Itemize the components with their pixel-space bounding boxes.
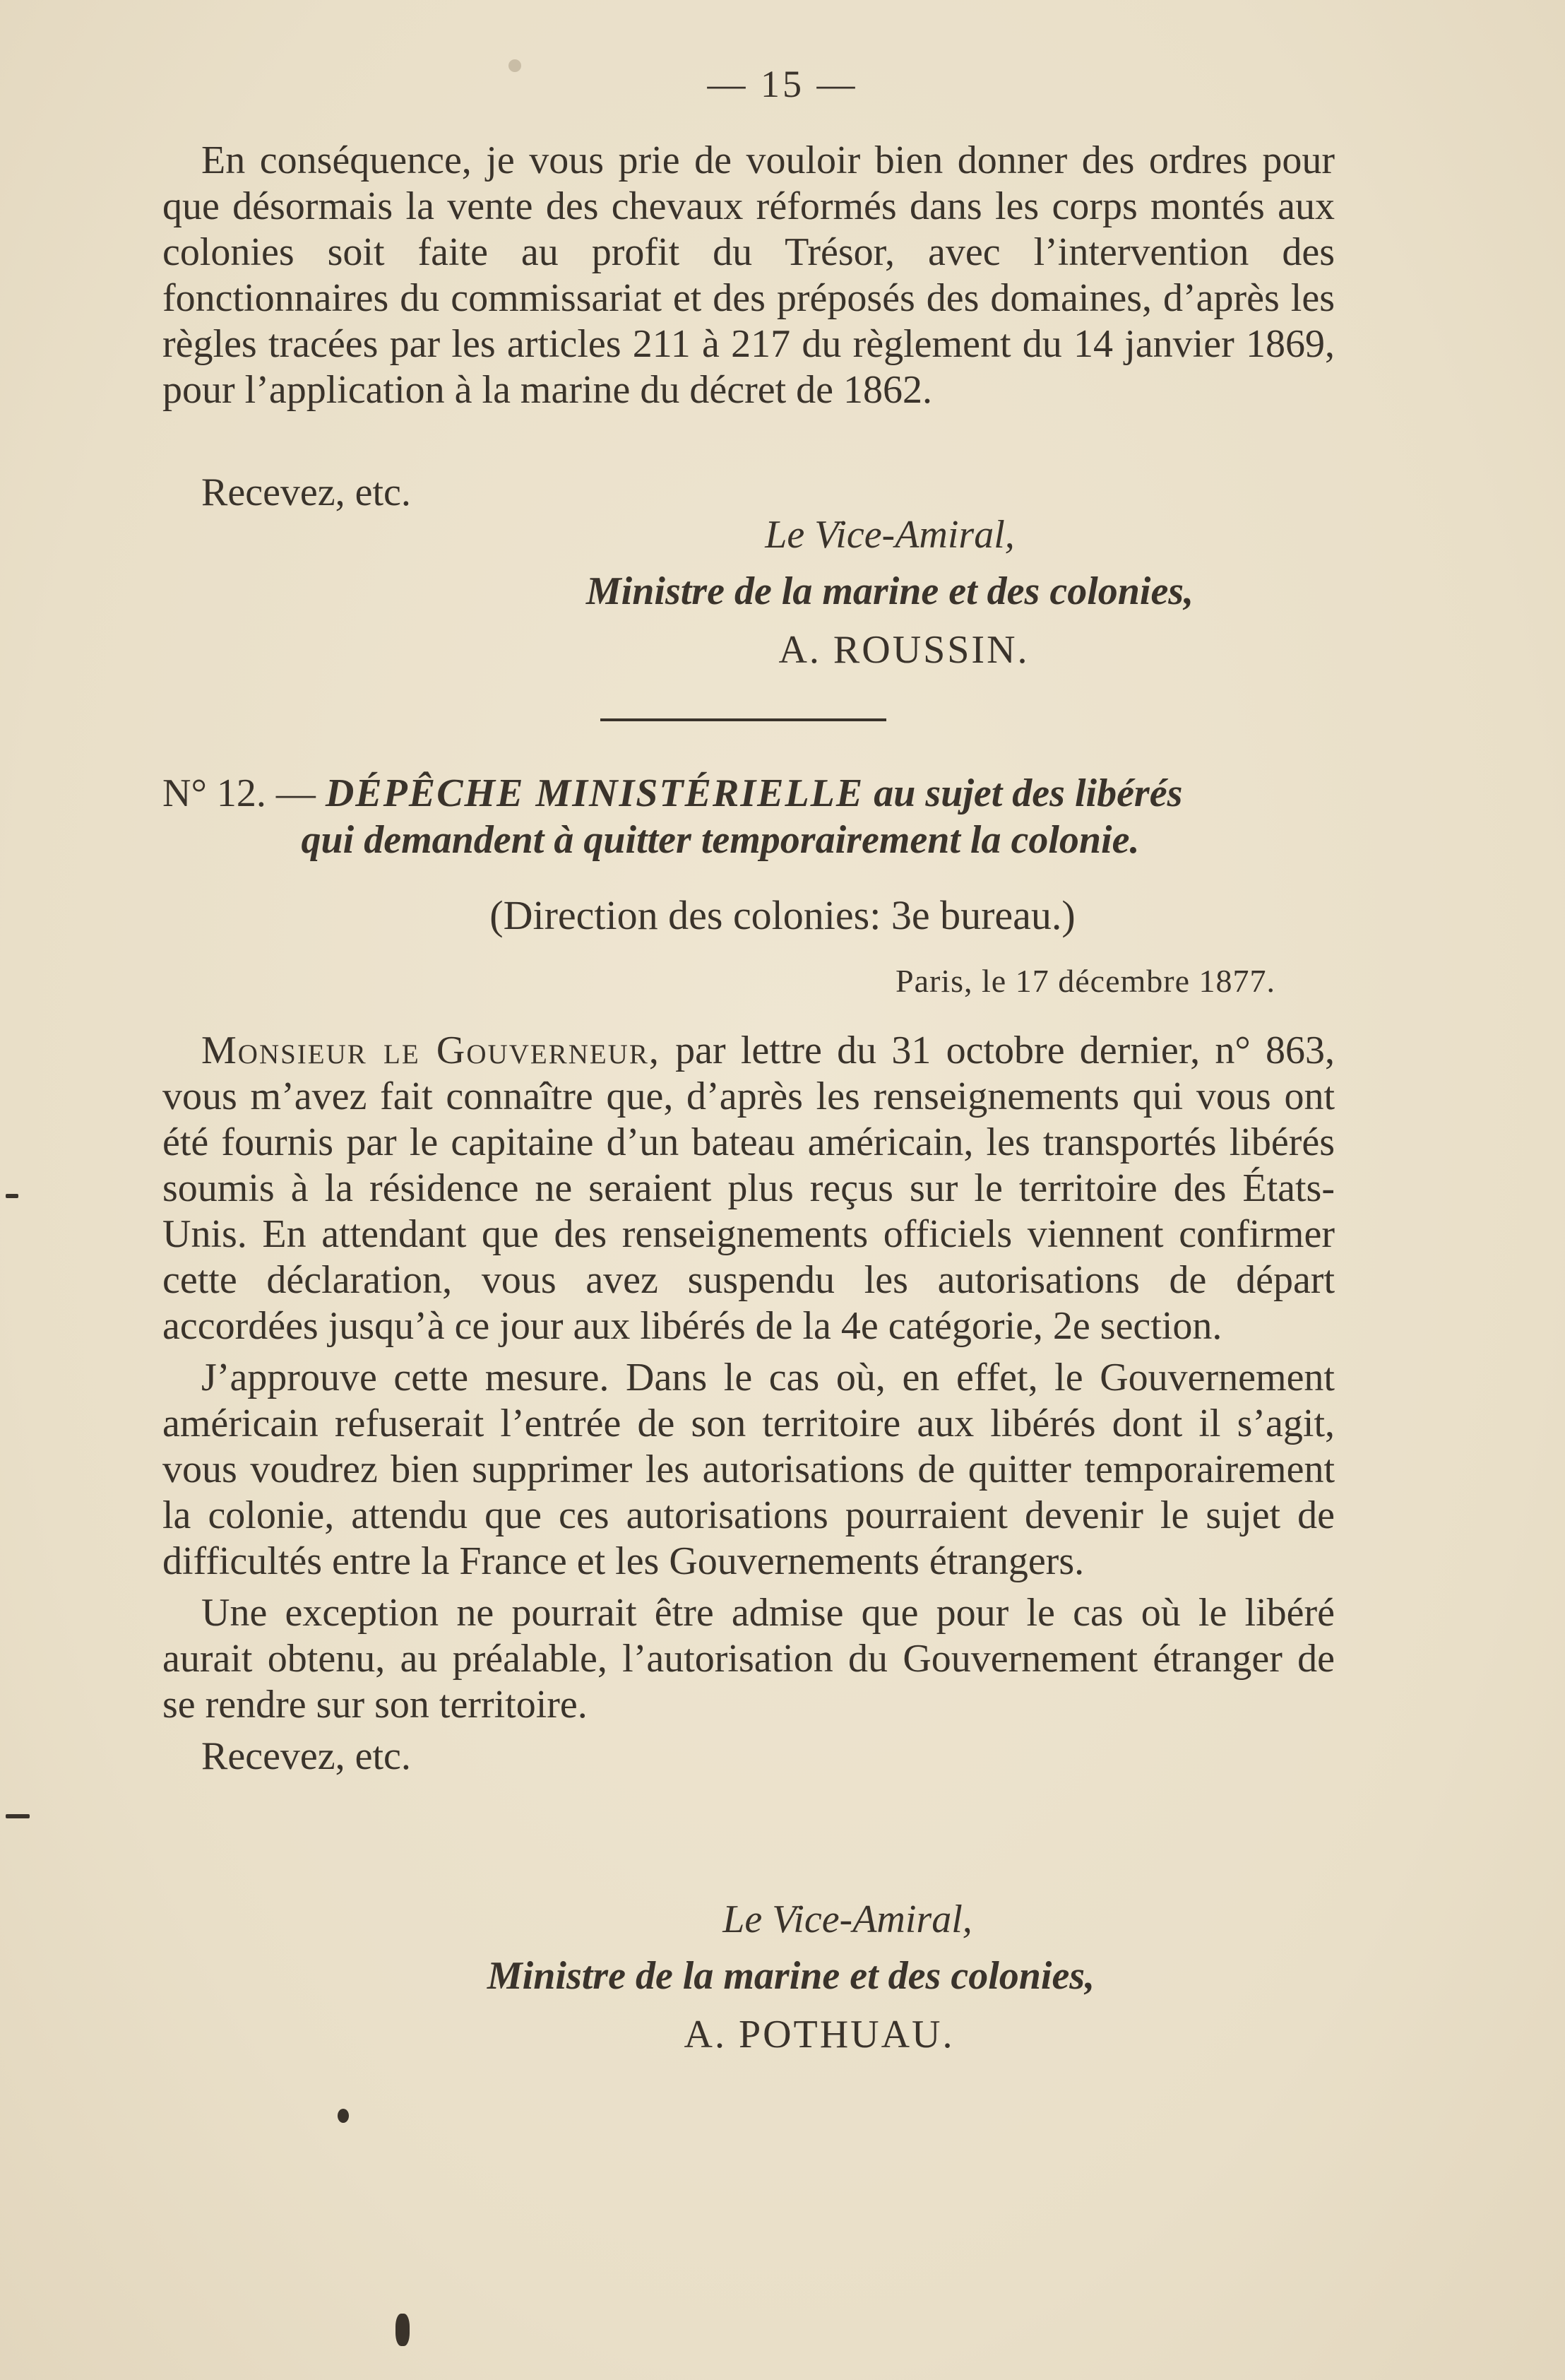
closing-1 <box>162 470 1335 516</box>
signature-1-name: A. ROUSSIN. <box>778 628 1030 672</box>
signature-block-2 <box>395 1897 1243 2080</box>
direction-line: (Direction des colonies: 3e bureau.) <box>489 892 1076 938</box>
signature-2-name: A. POTHUAU. <box>684 2013 955 2056</box>
salutation: Monsieur le Gouverneur, <box>201 1029 660 1072</box>
paragraph-2: J’approuve cette mesure. Dans le cas où, en effet, le Gouvernement américain refuserait l’entrée de son territoire aux libérés dont il s’agit, vous voudrez bien supprimer les autorisations de quitter temporairement la colonie, attendu que ces autorisations pourraient devenir le sujet de difficultés entre la France et les Gouvernements étrangers. <box>162 1356 1335 1583</box>
document-type: DÉPÊCHE MINISTÉRIELLE <box>325 771 864 815</box>
signature-2-role: Ministre de la marine et des colonies, <box>487 1954 1095 1998</box>
recevez-line-2: Recevez, etc. <box>201 1734 411 1778</box>
signature-2-title: Le Vice-Amiral, <box>722 1898 972 1941</box>
intro-block <box>162 138 1335 413</box>
signature-block-1 <box>452 512 1328 696</box>
signature-1-title: Le Vice-Amiral, <box>765 513 1015 557</box>
letter-body <box>162 1028 1335 1780</box>
recevez-line-1: Recevez, etc. <box>201 470 411 514</box>
document-subject-2: qui demandent à quitter temporairement la colonie. <box>301 818 1140 862</box>
section-divider <box>600 718 886 721</box>
document-heading <box>162 770 1335 863</box>
ink-speck <box>395 2314 410 2346</box>
margin-mark <box>6 1194 18 1198</box>
ink-speck <box>338 2109 349 2123</box>
paragraph-1-text: par lettre du 31 octobre dernier, n° 863, vous m’avez fait connaître que, d’après les renseignements qui vous ont été fournis par le capitaine d’un bateau américain, les transportés libérés soumis à la résidence ne seraient plus reçus sur le territoire des États-Unis. En attendant que des renseignements officiels viennent confirmer cette déclaration, vous avez suspendu les autorisations de départ accordées jusqu’à ce jour aux libérés de la 4e catégorie, 2e section. <box>162 1029 1335 1348</box>
signature-1-role: Ministre de la marine et des colonies, <box>585 569 1194 613</box>
document-subject-1: au sujet des libérés <box>874 771 1183 815</box>
margin-mark <box>6 1814 30 1818</box>
date-line: Paris, le 17 décembre 1877. <box>895 963 1275 999</box>
paper-spot <box>508 59 521 72</box>
paragraph-3: Une exception ne pourrait être admise que pour le cas où le libéré aurait obtenu, au préalable, l’autorisation du Gouvernement étranger de se rendre sur son territoire. <box>162 1591 1335 1727</box>
page-number: — 15 — <box>707 63 858 105</box>
paragraph-1 <box>162 1028 1335 1349</box>
document-number: N° 12. — <box>162 771 316 815</box>
intro-paragraph: En conséquence, je vous prie de vouloir bien donner des ordres pour que désormais la vente des chevaux réformés dans les corps montés aux colonies soit faite au profit du Trésor, avec l’intervention des fonctionnaires du commissariat et des préposés des domaines, d’après les règles tracées par les articles 211 à 217 du règlement du 14 janvier 1869, pour l’application à la marine du décret de 1862. <box>162 138 1335 412</box>
